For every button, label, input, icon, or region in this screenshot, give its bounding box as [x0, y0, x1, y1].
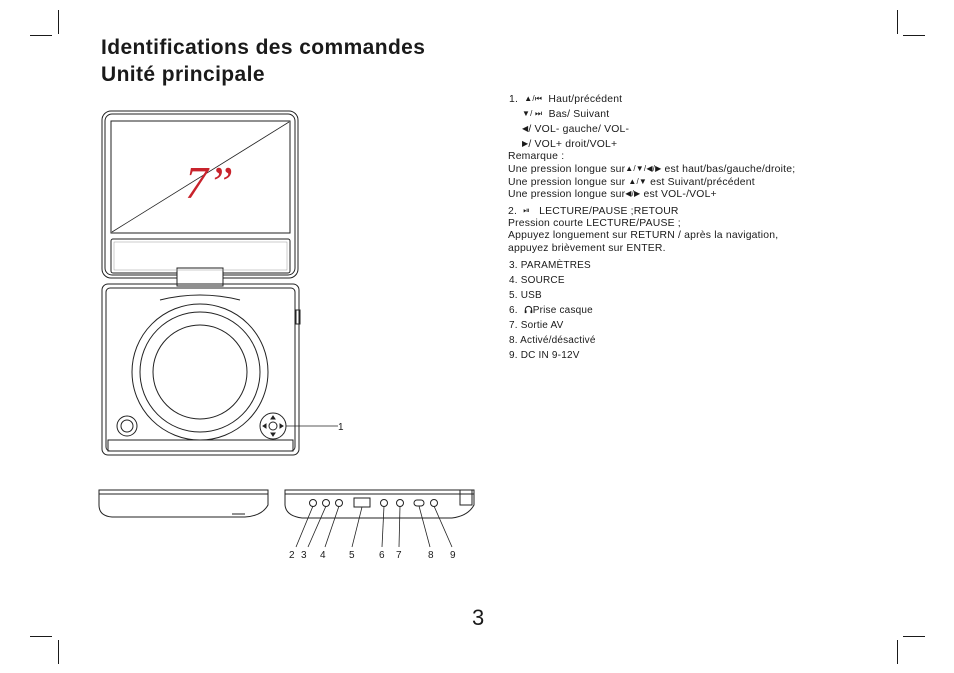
nav-pad[interactable]: [260, 413, 286, 439]
control-item-1: 1. ▲/⏮ Haut/précédent: [509, 94, 623, 105]
control-item-1-down: ▼/ ⏭ Bas/ Suivant: [522, 109, 610, 120]
callout-label-8: 8: [428, 550, 434, 561]
down-next-icon: ▼/ ⏭: [522, 109, 543, 118]
side-view-right: [285, 490, 474, 518]
control-item-4: 4. SOURCE: [509, 275, 565, 286]
callout-label-3: 3: [301, 550, 307, 561]
right-arrow-icon: ▶: [522, 139, 529, 148]
control-item-7: 7. Sortie AV: [509, 320, 564, 331]
control-item-1-right: ▶/ VOL+ droit/VOL+: [522, 139, 618, 150]
callout-label-6: 6: [379, 550, 385, 561]
callout-label-7: 7: [396, 550, 402, 561]
play-pause-icon: ⏯: [523, 206, 530, 215]
up-prev-icon: ▲/⏮: [524, 94, 543, 103]
control-item-2-line-3: appuyez brièvement sur ENTER.: [508, 243, 666, 254]
control-item-9: 9. DC IN 9-12V: [509, 350, 580, 361]
control-item-2-line-1: Pression courte LECTURE/PAUSE ;: [508, 218, 681, 229]
setup-button[interactable]: [117, 416, 137, 436]
remarque-line-3: Une pression longue sur◀/▶ est VOL-/VOL+: [508, 189, 717, 200]
callout-label-5: 5: [349, 550, 355, 561]
speaker-grille: [114, 242, 287, 270]
callout-lines-side: [296, 506, 452, 547]
up-down-icon: ▲/▼: [628, 177, 647, 186]
callout-labels-side: [289, 550, 456, 561]
page-subtitle: Unité principale: [101, 63, 265, 86]
control-item-8: 8. Activé/désactivé: [509, 335, 596, 346]
control-item-1-left: ◀/ VOL- gauche/ VOL-: [522, 124, 630, 135]
left-right-icon: ◀/▶: [625, 189, 641, 198]
control-item-2-line-2: Appuyez longuement sur RETURN / après la navigation,: [508, 230, 779, 241]
screen-size-label: 7”: [185, 157, 234, 208]
control-item-6: 6. Prise casque: [509, 305, 593, 316]
remarque-line-2: Une pression longue sur ▲/▼ est Suivant/précédent: [508, 177, 755, 188]
control-item-5: 5. USB: [509, 290, 542, 301]
callout-label-2: 2: [289, 550, 295, 561]
remarque-line-1: Une pression longue sur▲/▼/◀/▶ est haut/bas/gauche/droite;: [508, 164, 796, 175]
page-number: 3: [472, 605, 485, 630]
callout-label-1: 1: [338, 422, 344, 433]
control-item-3: 3. PARAMÈTRES: [509, 260, 591, 271]
callout-label-9: 9: [450, 550, 456, 561]
arrows-icon: ▲/▼/◀/▶: [625, 164, 662, 173]
left-arrow-icon: ◀: [522, 124, 529, 133]
callout-label-4: 4: [320, 550, 326, 561]
page-title: Identifications des commandes: [101, 36, 426, 59]
side-view-left: [99, 490, 268, 517]
remarque-label: Remarque :: [508, 151, 565, 162]
control-item-2: 2. ⏯ LECTURE/PAUSE ;RETOUR: [508, 206, 679, 217]
